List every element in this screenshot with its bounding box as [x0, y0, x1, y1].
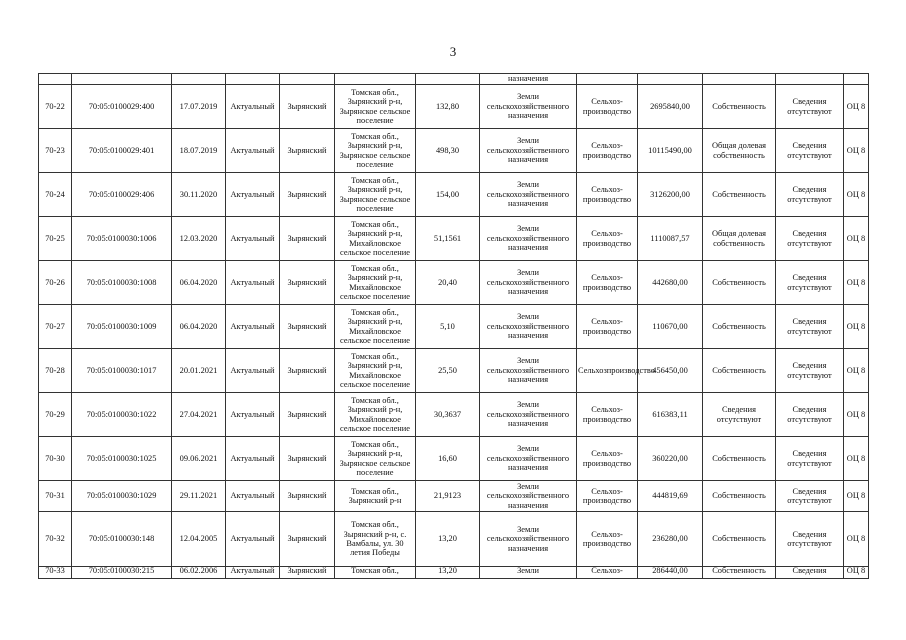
cell-zone: ОЦ 8 — [844, 349, 869, 393]
cell-land-category: Земли сельскохозяйственного назначения — [480, 393, 577, 437]
cell-zone: ОЦ 8 — [844, 261, 869, 305]
cell-address: Томская обл., Зырянский р-н, Михайловское сельское поселение — [335, 393, 416, 437]
cell-right-type: Собственность — [703, 349, 776, 393]
cell-encumbrance: Сведения отсутствуют — [776, 349, 844, 393]
cell-permitted-use: Сельхоз-производство — [577, 512, 638, 567]
cell-cadastral-value: 456450,00 — [638, 349, 703, 393]
cell-area: 20,40 — [416, 261, 480, 305]
cell-cadastral-number: 70:05:0100030:1017 — [72, 349, 172, 393]
cell-encumbrance: Сведения отсутствуют — [776, 305, 844, 349]
cell-empty — [776, 74, 844, 85]
cell-zone: ОЦ 8 — [844, 129, 869, 173]
cell-row-number: 70-31 — [39, 481, 72, 512]
cell-right-type: Общая долевая собственность — [703, 217, 776, 261]
table-body — [39, 74, 869, 579]
cell-row-number: 70-22 — [39, 85, 72, 129]
cell-cadastral-number: 70:05:0100029:406 — [72, 173, 172, 217]
cell-zone: ОЦ 8 — [844, 481, 869, 512]
cell-district: Зырянский — [280, 305, 335, 349]
cell-zone: ОЦ 8 — [844, 393, 869, 437]
cell-empty — [844, 74, 869, 85]
table-row — [39, 85, 869, 129]
cell-zone: ОЦ 8 — [844, 217, 869, 261]
cell-status: Актуальный — [226, 261, 280, 305]
cell-permitted-use: Сельхозпроизводство — [577, 349, 638, 393]
table-row — [39, 261, 869, 305]
cell-row-number: 70-27 — [39, 305, 72, 349]
cell-land-category: Земли сельскохозяйственного назначения — [480, 261, 577, 305]
cell-empty — [172, 74, 226, 85]
cell-district: Зырянский — [280, 349, 335, 393]
cell-area: 51,1561 — [416, 217, 480, 261]
cell-right-type: Общая долевая собственность — [703, 129, 776, 173]
cell-cadastral-number: 70:05:0100029:401 — [72, 129, 172, 173]
cell-row-number: 70-24 — [39, 173, 72, 217]
cell-row-number: 70-28 — [39, 349, 72, 393]
cell-zone: ОЦ 8 — [844, 437, 869, 481]
cell-zone: ОЦ 8 — [844, 567, 869, 579]
cell-status: Актуальный — [226, 481, 280, 512]
carry-over-row — [39, 74, 869, 85]
cell-area: 25,50 — [416, 349, 480, 393]
cell-land-category: Земли сельскохозяйственного назначения — [480, 173, 577, 217]
cell-permitted-use: Сельхоз-производство — [577, 129, 638, 173]
cell-permitted-use: Сельхоз-производство — [577, 217, 638, 261]
cell-status: Актуальный — [226, 437, 280, 481]
table-row — [39, 393, 869, 437]
cell-encumbrance: Сведения отсутствуют — [776, 512, 844, 567]
cell-district: Зырянский — [280, 481, 335, 512]
cell-permitted-use: Сельхоз-производство — [577, 393, 638, 437]
cell-district: Зырянский — [280, 567, 335, 579]
cell-registration-date: 29.11.2021 — [172, 481, 226, 512]
cell-land-category: Земли сельскохозяйственного назначения — [480, 349, 577, 393]
cell-land-category: Земли сельскохозяйственного назначения — [480, 481, 577, 512]
cell-cadastral-number: 70:05:0100030:1025 — [72, 437, 172, 481]
cell-cadastral-value: 236280,00 — [638, 512, 703, 567]
cell-encumbrance: Сведения отсутствуют — [776, 261, 844, 305]
cell-status: Актуальный — [226, 349, 280, 393]
cell-area: 13,20 — [416, 512, 480, 567]
cell-status: Актуальный — [226, 217, 280, 261]
cell-status: Актуальный — [226, 512, 280, 567]
cell-registration-date: 27.04.2021 — [172, 393, 226, 437]
cell-empty — [703, 74, 776, 85]
cell-zone: ОЦ 8 — [844, 85, 869, 129]
cell-district: Зырянский — [280, 437, 335, 481]
table-row — [39, 567, 869, 579]
cell-land-category: Земли сельскохозяйственного назначения — [480, 512, 577, 567]
cell-row-number: 70-29 — [39, 393, 72, 437]
cell-area: 5,10 — [416, 305, 480, 349]
cell-encumbrance: Сведения отсутствуют — [776, 217, 844, 261]
cell-zone: ОЦ 8 — [844, 173, 869, 217]
cell-permitted-use: Сельхоз-производство — [577, 305, 638, 349]
cell-registration-date: 12.03.2020 — [172, 217, 226, 261]
cell-permitted-use: Сельхоз-производство — [577, 85, 638, 129]
cell-area: 132,80 — [416, 85, 480, 129]
cell-cadastral-value: 442680,00 — [638, 261, 703, 305]
cell-cadastral-number: 70:05:0100030:1029 — [72, 481, 172, 512]
cell-district: Зырянский — [280, 512, 335, 567]
cell-status: Актуальный — [226, 305, 280, 349]
cell-address: Томская обл., Зырянский р-н, Михайловское сельское поселение — [335, 349, 416, 393]
cell-land-category: Земли сельскохозяйственного назначения — [480, 85, 577, 129]
cell-address: Томская обл., Зырянский р-н, Михайловское сельское поселение — [335, 261, 416, 305]
cell-empty — [226, 74, 280, 85]
cell-cadastral-value: 3126200,00 — [638, 173, 703, 217]
cell-area: 30,3637 — [416, 393, 480, 437]
cell-district: Зырянский — [280, 173, 335, 217]
cell-area: 16,60 — [416, 437, 480, 481]
cell-empty — [577, 74, 638, 85]
cell-row-number: 70-23 — [39, 129, 72, 173]
table-row — [39, 217, 869, 261]
cell-area: 498,30 — [416, 129, 480, 173]
cell-empty — [335, 74, 416, 85]
cell-address: Томская обл., Зырянский р-н, Михайловское сельское поселение — [335, 217, 416, 261]
cell-land-category: Земли сельскохозяйственного назначения — [480, 305, 577, 349]
cell-cadastral-value: 360220,00 — [638, 437, 703, 481]
cell-address: Томская обл., Зырянский р-н, Зырянское сельское поселение — [335, 85, 416, 129]
carry-over-purpose: назначения — [480, 74, 577, 85]
cell-encumbrance: Сведения отсутствуют — [776, 437, 844, 481]
cell-empty — [638, 74, 703, 85]
cell-empty — [39, 74, 72, 85]
cell-permitted-use: Сельхоз-производство — [577, 173, 638, 217]
cell-district: Зырянский — [280, 129, 335, 173]
cell-right-type: Собственность — [703, 481, 776, 512]
cell-right-type: Собственность — [703, 173, 776, 217]
cell-registration-date: 30.11.2020 — [172, 173, 226, 217]
cell-address: Томская обл., Зырянский р-н, Зырянское сельское поселение — [335, 129, 416, 173]
cell-cadastral-value: 616383,11 — [638, 393, 703, 437]
cell-district: Зырянский — [280, 261, 335, 305]
cell-encumbrance: Сведения отсутствуют — [776, 393, 844, 437]
cell-address: Томская обл., Зырянский р-н, Зырянское сельское поселение — [335, 173, 416, 217]
cell-encumbrance: Сведения отсутствуют — [776, 85, 844, 129]
cell-land-category: Земли — [480, 567, 577, 579]
cell-address: Томская обл., — [335, 567, 416, 579]
cell-right-type: Сведения отсутствуют — [703, 393, 776, 437]
cell-row-number: 70-32 — [39, 512, 72, 567]
cell-permitted-use: Сельхоз-производство — [577, 481, 638, 512]
cell-status: Актуальный — [226, 85, 280, 129]
table-row — [39, 481, 869, 512]
cell-status: Актуальный — [226, 129, 280, 173]
cell-registration-date: 20.01.2021 — [172, 349, 226, 393]
cell-right-type: Собственность — [703, 567, 776, 579]
cell-cadastral-number: 70:05:0100030:215 — [72, 567, 172, 579]
cell-cadastral-number: 70:05:0100030:148 — [72, 512, 172, 567]
cell-empty — [280, 74, 335, 85]
cell-land-category: Земли сельскохозяйственного назначения — [480, 217, 577, 261]
cell-status: Актуальный — [226, 173, 280, 217]
cell-encumbrance: Сведения отсутствуют — [776, 173, 844, 217]
cell-right-type: Собственность — [703, 305, 776, 349]
cell-cadastral-number: 70:05:0100029:400 — [72, 85, 172, 129]
cell-status: Актуальный — [226, 567, 280, 579]
cell-encumbrance: Сведения — [776, 567, 844, 579]
cell-land-category: Земли сельскохозяйственного назначения — [480, 129, 577, 173]
cell-address: Томская обл., Зырянский р-н, с. Вамбалы, ул. 30 летия Победы — [335, 512, 416, 567]
cell-registration-date: 06.02.2006 — [172, 567, 226, 579]
cell-land-category: Земли сельскохозяйственного назначения — [480, 437, 577, 481]
cell-registration-date: 06.04.2020 — [172, 305, 226, 349]
cell-permitted-use: Сельхоз-производство — [577, 261, 638, 305]
cell-zone: ОЦ 8 — [844, 512, 869, 567]
cell-cadastral-value: 1110087,57 — [638, 217, 703, 261]
cell-area: 154,00 — [416, 173, 480, 217]
land-registry-table — [38, 73, 869, 579]
cell-area: 13,20 — [416, 567, 480, 579]
cell-registration-date: 18.07.2019 — [172, 129, 226, 173]
table-row — [39, 512, 869, 567]
cell-address: Томская обл., Зырянский р-н — [335, 481, 416, 512]
cell-row-number: 70-26 — [39, 261, 72, 305]
cell-address: Томская обл., Зырянский р-н, Зырянское сельское поселение — [335, 437, 416, 481]
cell-row-number: 70-25 — [39, 217, 72, 261]
cell-cadastral-value: 444819,69 — [638, 481, 703, 512]
cell-cadastral-number: 70:05:0100030:1006 — [72, 217, 172, 261]
cell-right-type: Собственность — [703, 261, 776, 305]
cell-district: Зырянский — [280, 217, 335, 261]
cell-empty — [72, 74, 172, 85]
cell-cadastral-value: 2695840,00 — [638, 85, 703, 129]
cell-registration-date: 06.04.2020 — [172, 261, 226, 305]
cell-right-type: Собственность — [703, 512, 776, 567]
cell-district: Зырянский — [280, 393, 335, 437]
cell-cadastral-number: 70:05:0100030:1022 — [72, 393, 172, 437]
table-row — [39, 349, 869, 393]
cell-cadastral-value: 286440,00 — [638, 567, 703, 579]
cell-encumbrance: Сведения отсутствуют — [776, 481, 844, 512]
cell-permitted-use: Сельхоз-производство — [577, 437, 638, 481]
cell-permitted-use: Сельхоз- — [577, 567, 638, 579]
cell-status: Актуальный — [226, 393, 280, 437]
table-row — [39, 305, 869, 349]
cell-district: Зырянский — [280, 85, 335, 129]
cell-zone: ОЦ 8 — [844, 305, 869, 349]
cell-right-type: Собственность — [703, 85, 776, 129]
cell-encumbrance: Сведения отсутствуют — [776, 129, 844, 173]
page-number: 3 — [449, 44, 457, 59]
cell-cadastral-number: 70:05:0100030:1008 — [72, 261, 172, 305]
table-row — [39, 129, 869, 173]
cell-right-type: Собственность — [703, 437, 776, 481]
cell-registration-date: 09.06.2021 — [172, 437, 226, 481]
cell-area: 21,9123 — [416, 481, 480, 512]
cell-registration-date: 17.07.2019 — [172, 85, 226, 129]
cell-empty — [416, 74, 480, 85]
table-row — [39, 437, 869, 481]
table-row — [39, 173, 869, 217]
cell-cadastral-value: 10115490,00 — [638, 129, 703, 173]
cell-registration-date: 12.04.2005 — [172, 512, 226, 567]
cell-cadastral-number: 70:05:0100030:1009 — [72, 305, 172, 349]
cell-cadastral-value: 110670,00 — [638, 305, 703, 349]
cell-row-number: 70-33 — [39, 567, 72, 579]
cell-address: Томская обл., Зырянский р-н, Михайловское сельское поселение — [335, 305, 416, 349]
cell-row-number: 70-30 — [39, 437, 72, 481]
